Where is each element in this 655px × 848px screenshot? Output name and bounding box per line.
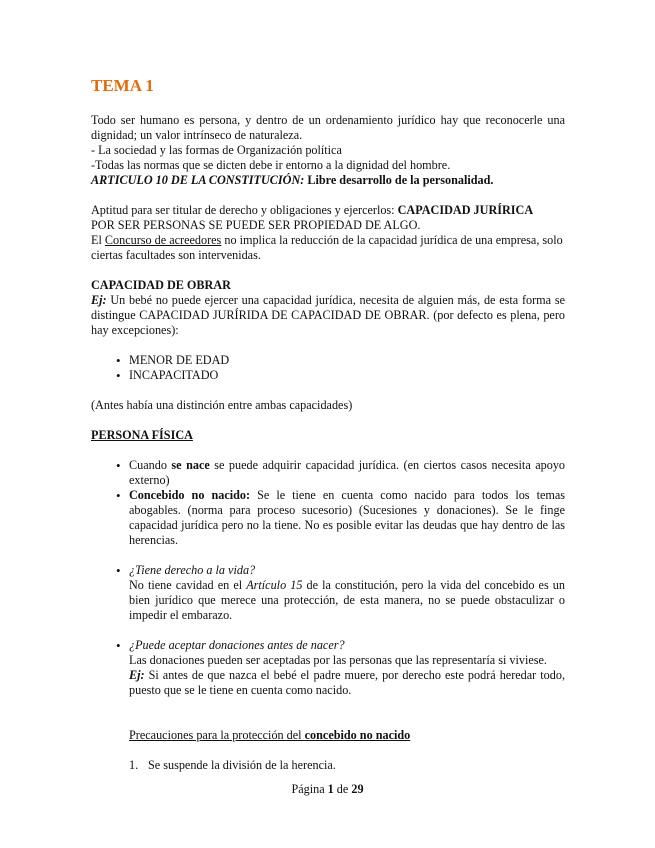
page-footer bbox=[0, 782, 655, 797]
persona-fisica-heading: PERSONA FÍSICA bbox=[91, 428, 193, 442]
donaciones-question: ¿Puede aceptar donaciones antes de nacer? bbox=[129, 638, 345, 652]
article-text: Libre desarrollo de la personalidad. bbox=[304, 173, 494, 187]
precauciones-heading bbox=[91, 728, 565, 743]
bullet-nace-a: Cuando bbox=[129, 458, 172, 472]
page-number-current: 1 bbox=[327, 782, 334, 796]
bullet-nace-bold: se nace bbox=[171, 458, 210, 472]
precauciones-heading-a: Precauciones para la protección del bbox=[129, 728, 305, 742]
list-item bbox=[91, 758, 565, 773]
item-text: Se suspende la división de la herencia. bbox=[148, 758, 336, 772]
intro-line-normas: -Todas las normas que se dicten debe ir entorno a la dignidad del hombre. bbox=[91, 158, 451, 172]
concurso-acreedores-link: Concurso de acreedores bbox=[104, 233, 222, 247]
vida-answer-a: No tiene cavidad en el bbox=[129, 578, 247, 592]
list-item bbox=[91, 458, 565, 488]
intro-paragraph: Todo ser humano es persona, y dentro de un ordenamiento jurídico hay que reconocerle una dignidad; un valor intrínseco de naturaleza. bbox=[91, 113, 565, 142]
capacidad-juridica-lead: Aptitud para ser titular de derecho y obligaciones y ejercerlos: bbox=[91, 203, 398, 217]
concebido-label: Concebido no nacido: bbox=[129, 488, 251, 502]
page-number-total: 29 bbox=[351, 782, 364, 796]
capacidad-obrar-example bbox=[91, 293, 565, 338]
article-reference: ARTICULO 10 DE LA CONSTITUCIÓN: bbox=[91, 173, 305, 187]
capacidad-obrar-text: Un bebé no puede ejercer una capacidad jurídica, necesita de alguien más, de esta forma se distingue CAPACIDAD JURÍRIDA DE CAPACIDAD DE OBRAR. (por defecto es plena, pero hay excepciones): bbox=[91, 293, 565, 337]
capacidad-obrar-heading: CAPACIDAD DE OBRAR bbox=[91, 278, 231, 292]
propiedad-line: POR SER PERSONAS SE PUEDE SER PROPIEDAD DE ALGO. bbox=[91, 218, 421, 232]
list-item bbox=[91, 638, 565, 698]
bullet-nace-b: se puede adquirir capacidad jurídica. (en ciertos casos necesita apoyo externo) bbox=[129, 458, 566, 487]
list-item: • INCAPACITADO bbox=[91, 368, 565, 383]
articulo-15: Artículo 15 bbox=[246, 578, 303, 592]
concurso-text: no implica la reducción de la capacidad jurídica de una empresa, solo ciertas facultades son intervenidas. bbox=[91, 233, 563, 262]
example-label: Ej: bbox=[129, 668, 145, 682]
donaciones-example: Si antes de que nazca el bebé el padre muere, por derecho este podrá heredar todo, puesto que se le tiene en cuenta como nacido. bbox=[129, 668, 565, 697]
list-item: • MENOR DE EDAD bbox=[91, 353, 565, 368]
donaciones-text: Las donaciones pueden ser aceptadas por las personas que las representaría si viviese. bbox=[129, 653, 547, 667]
article-reference-line bbox=[91, 173, 565, 188]
list-item bbox=[91, 563, 565, 623]
concebido-text: Se le tiene en cuenta como nacido para todos los temas abogables. (norma para proceso sucesorio) (Sucesiones y donaciones). Se le finge capacidad jurídica pero no la tiene. No es posible evitar las deudas que hay dentro de las herencias. bbox=[129, 488, 566, 547]
vida-question: ¿Tiene derecho a la vida? bbox=[129, 563, 256, 577]
page-title: TEMA 1 bbox=[91, 76, 154, 95]
persona-fisica-list bbox=[91, 458, 565, 548]
capacidad-juridica-line bbox=[91, 203, 565, 218]
precauciones-heading-bold: concebido no nacido bbox=[304, 728, 411, 742]
page-label: Página bbox=[291, 782, 328, 796]
intro-line-sociedad: - La sociedad y las formas de Organización política bbox=[91, 143, 342, 157]
concurso-prefix: El bbox=[91, 233, 105, 247]
concurso-paragraph bbox=[91, 233, 565, 263]
list-item bbox=[91, 488, 565, 548]
example-label: Ej: bbox=[91, 293, 107, 307]
distincion-note: (Antes había una distinción entre ambas capacidades) bbox=[91, 398, 353, 412]
page-content bbox=[91, 76, 565, 773]
page-of: de bbox=[333, 782, 352, 796]
donaciones-list bbox=[91, 638, 565, 698]
vida-answer-b: de la constitución, pero la vida del concebido es un bien jurídico que merece una protección, de esta manera, no se puede obstaculizar o impedir el embarazo. bbox=[129, 578, 565, 622]
item-number: 1. bbox=[129, 758, 139, 772]
capacidad-juridica-term: CAPACIDAD JURÍRICA bbox=[397, 203, 534, 217]
vida-list bbox=[91, 563, 565, 623]
excepciones-list bbox=[91, 353, 565, 383]
